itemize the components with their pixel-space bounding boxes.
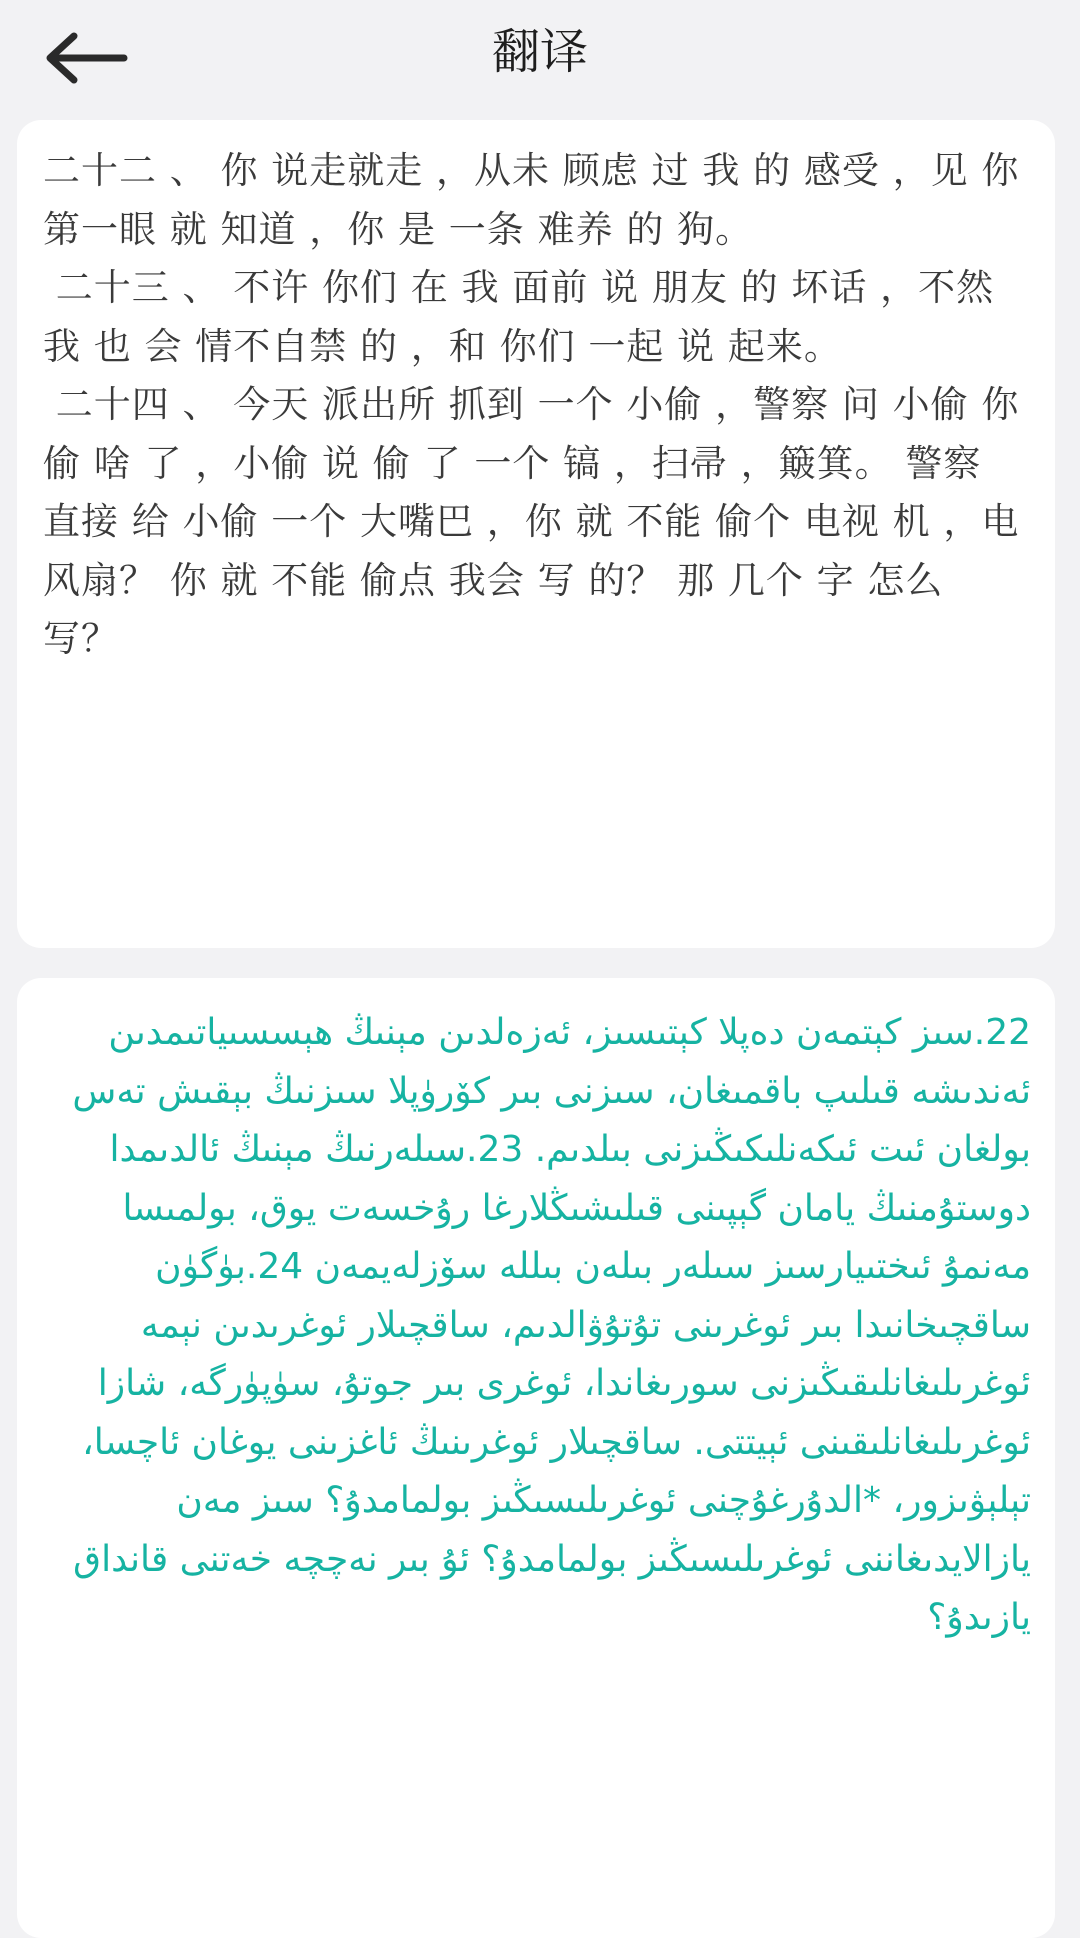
- translation-result-text: 22.سىز كېتمەن دەپلا كېتىسىز، ئەزەلدىن مېنىڭ ھېسسىياتىمدىن ئەندىشە قىلىپ باقمىغان، سىزنى بىر كۆرۈپلا سىزنىڭ بېقىش تەس بولغان ئىت ئىكەنلىكىڭىزنى بىلدىم. 23.سىلەرنىڭ مېنىڭ ئالدىمدا دوستۇمنىڭ يامان گېپىنى قىلىشىڭلارغا رۇخسەت يوق، بولمىسا مەنمۇ ئىختىيارسىز سىلەر بىلەن بىللە سۆزلەيمەن 24.بۈگۈن ساقچىخانىدا بىر ئوغرىنى تۇتۇۋالدىم، ساقچىلار ئوغرىدىن نېمە ئوغرىلىغانلىقىڭىزنى سورىغاندا، ئوغرى بىر جوتۇ، سۈپۈرگە، شازا ئوغرىلىغانلىقىنى ئېيتتى. ساقچىلار ئوغرىنىڭ ئاغزىنى يوغان ئاچسا، تېلېۋىزور، *الدۇرغۇچنى ئوغرىلىسىڭىز بولمامدۇ؟ سىز مەن يازالايدىغاننى ئوغرىلىسىڭىز بولمامدۇ؟ ئۇ بىر نەچچە خەتنى قانداق يازىدۇ؟: [60, 1012, 1031, 1638]
- translation-result-panel: [17, 978, 1055, 1938]
- app-header: [0, 0, 1080, 110]
- source-text-panel[interactable]: [17, 120, 1055, 948]
- source-text: 二十二 、 你 说走就走 ，从未 顾虑 过 我 的 感受 ，见 你 第一眼 就 知道 ，你 是 一条 难养 的 狗。 二十三 、 不许 你们 在 我 面前 说 朋友 的 坏话 ，不然 我 也 会 情不自禁 的 ，和 你们 一起 说 起来。 二十四 、 今天 派出所 抓到 一个 小偷 ，警察 问 小偷 你 偷 啥 了 ，小偷 说 偷 了 一个 镐 ，扫帚 ，簸箕。 警察 直接 给 小偷 一个 大嘴巴 ，你 就 不能 偷个 电视 机 ，电风扇？ 你 就 不能 偷点 我会 写 的？ 那 几个 字 怎么 写？: [43, 149, 1020, 660]
- page-title: 翻译: [491, 24, 588, 80]
